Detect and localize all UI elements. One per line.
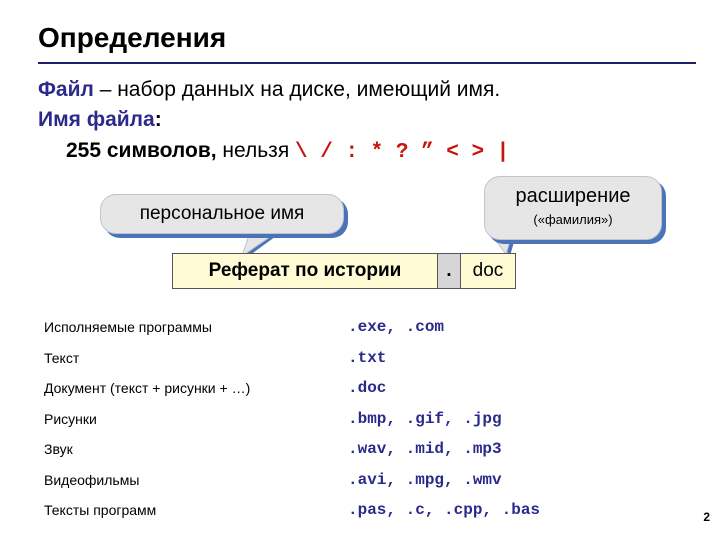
file-type-name: Текст xyxy=(44,349,80,366)
title-underline xyxy=(38,62,696,64)
forbidden-characters: \ / : * ? ” < > | xyxy=(295,141,510,164)
definition-filename-colon: : xyxy=(154,108,162,131)
table-row xyxy=(44,312,540,343)
file-type-extensions: .avi, .mpg, .wmv xyxy=(348,470,502,489)
filename-example xyxy=(172,253,516,289)
file-type-extensions: .exe, .com xyxy=(348,318,445,337)
table-row xyxy=(44,343,540,374)
file-types-table xyxy=(44,312,540,526)
file-type-name: Рисунки xyxy=(44,410,97,427)
bubble-personal-label: персональное имя xyxy=(139,203,305,224)
definition-filename-term: Имя файла xyxy=(38,108,155,131)
filename-name-part: Реферат по истории xyxy=(173,254,438,288)
filename-length-limit: 255 символов, xyxy=(66,139,217,162)
table-row xyxy=(44,495,540,526)
filename-dot: . xyxy=(438,254,461,288)
definition-file xyxy=(38,78,500,102)
file-type-name: Звук xyxy=(44,441,73,458)
definition-file-text: – набор данных на диске, имеющий имя. xyxy=(93,78,501,101)
file-type-name: Документ (текст + рисунки + …) xyxy=(44,380,251,397)
definition-file-term: Файл xyxy=(38,78,94,101)
file-type-name: Видеофильмы xyxy=(44,471,140,488)
file-type-extensions: .txt xyxy=(348,348,387,367)
bubble-extension-label: расширение xyxy=(515,185,631,207)
table-row xyxy=(44,404,540,435)
file-type-extensions: .wav, .mid, .mp3 xyxy=(348,440,502,459)
file-type-extensions: .bmp, .gif, .jpg xyxy=(348,409,502,428)
definition-filename xyxy=(38,108,162,132)
page-number: 2 xyxy=(703,510,710,524)
filename-rule-text: нельзя xyxy=(216,139,296,162)
file-type-name: Исполняемые программы xyxy=(44,319,212,336)
file-type-extensions: .pas, .c, .cpp, .bas xyxy=(348,501,541,520)
page-title: Определения xyxy=(38,22,227,53)
filename-extension-part: doc xyxy=(472,260,504,281)
bubble-extension xyxy=(484,176,662,240)
file-type-extensions: .doc xyxy=(348,379,387,398)
table-row xyxy=(44,465,540,496)
bubble-extension-note: («фамилия») xyxy=(533,212,613,227)
filename-rule xyxy=(66,139,509,164)
table-row xyxy=(44,434,540,465)
bubble-personal-name xyxy=(100,194,344,234)
file-type-name: Тексты программ xyxy=(44,502,157,519)
table-row xyxy=(44,373,540,404)
